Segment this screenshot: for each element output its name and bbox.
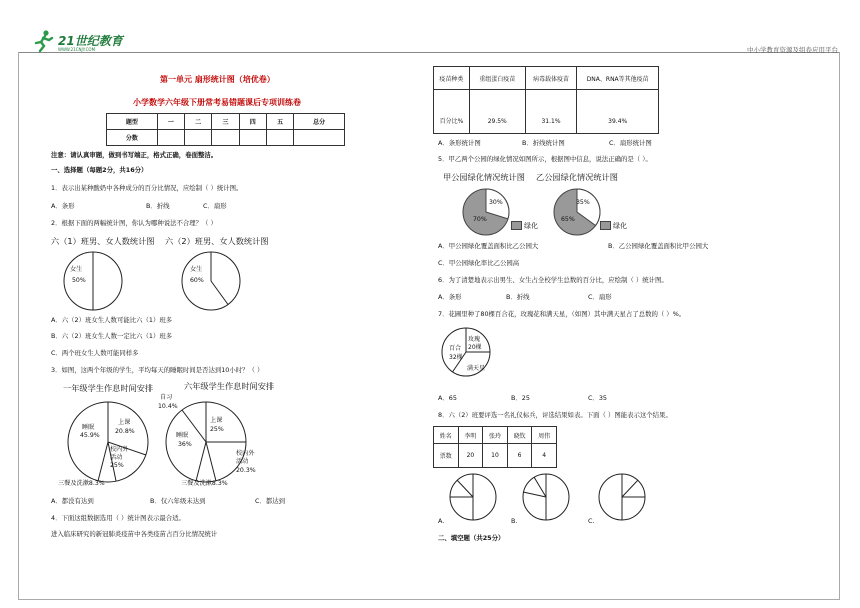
- score-table-header: 总分: [294, 114, 345, 130]
- q3c1-meal: 三餐及洗漱8.3%: [58, 480, 105, 487]
- vote-table-header: 周伟: [532, 427, 557, 444]
- q3-chart1-title: 一年级学生作息时间安排: [63, 383, 154, 393]
- vaccine-table-header: 疫苗种类: [434, 67, 470, 90]
- q3c1-act2: 活动: [110, 454, 123, 461]
- question-2: 2．根据下面的两幅统计图，你认为哪种说法不合理？（ ）: [51, 219, 217, 227]
- score-cell: [266, 130, 293, 146]
- q3c2-meal: 三餐及洗漱8.3%: [181, 480, 228, 487]
- question-6: 6．为了清楚地表示出男生、女生占全校学生总数的百分比，应绘制（ ）统计图。: [438, 276, 668, 284]
- q3c1-class: 上课: [118, 419, 131, 426]
- score-cell: [212, 130, 239, 146]
- q3-option-b[interactable]: B．仅六年级未达到: [150, 497, 206, 505]
- vote-table-cell: 4: [532, 444, 557, 468]
- score-table-header: 一: [157, 114, 184, 130]
- q5-legend-swatch-2: [600, 221, 611, 230]
- q6-option-a[interactable]: A．条形: [438, 293, 462, 301]
- q3c1-act: 校内外: [110, 446, 129, 453]
- left-border: [18, 52, 19, 600]
- q3c2-act2: 活动: [236, 458, 249, 465]
- q7-lily: 百合: [449, 345, 462, 352]
- question-1: 1．表示出某种酸奶中各种成分的百分比情况，应绘制（ ）统计图。: [51, 184, 243, 192]
- q5-pie1-b: 70%: [473, 216, 487, 223]
- q8-option-b[interactable]: B.: [511, 517, 518, 525]
- vote-table-header: 姓名: [434, 427, 459, 444]
- q3-pie-chart-1: [66, 400, 150, 484]
- question-4: 4．下面这组数据选用（ ）统计图表示最合适。: [51, 514, 185, 522]
- q7-option-c[interactable]: C．35: [588, 394, 607, 402]
- q7-option-a[interactable]: A．65: [438, 394, 457, 402]
- q4-option-b[interactable]: B．折线统计图: [522, 139, 565, 147]
- q8-pie-chart-b: [521, 472, 571, 522]
- vaccine-table-header: 病毒载体疫苗: [525, 67, 577, 90]
- q8-option-c[interactable]: C.: [588, 517, 595, 525]
- q7-rose-n: 20棵: [468, 344, 482, 351]
- q5-pie2-b: 65%: [561, 216, 575, 223]
- q2-pie1-label: 女生: [70, 266, 83, 273]
- score-cell: [185, 130, 212, 146]
- q3c2-act: 校内外: [236, 450, 255, 457]
- score-cell: [294, 130, 345, 146]
- q7-rose: 玫瑰: [468, 336, 481, 343]
- q3c2-self-pct: 10.4%: [158, 403, 178, 410]
- q8-pie-chart-a: [448, 472, 498, 522]
- q2-chart2-title: 六（2）班男、女人数统计图: [165, 236, 269, 246]
- logo: [32, 30, 142, 54]
- page-title: 第一单元 扇形统计图（培优卷）: [160, 75, 275, 84]
- q5-legend-swatch-1: [511, 221, 522, 230]
- vote-table: [433, 426, 557, 468]
- vote-table-cell: 6: [507, 444, 532, 468]
- score-table-header: 四: [239, 114, 266, 130]
- vote-table-cell: 10: [483, 444, 508, 468]
- q3c2-sleep: 睡眠: [176, 432, 189, 439]
- q2-pie2-pct: 60%: [190, 277, 204, 284]
- q5-chart2-title: 乙公园绿化情况统计图: [536, 172, 618, 182]
- q4-option-a[interactable]: A．条形统计图: [438, 139, 481, 147]
- q4-description: 进入临床研究的新冠肺炎疫苗中各类疫苗占百分比情况统计: [51, 530, 218, 538]
- q7-star: 满天星: [467, 365, 486, 372]
- q4-option-c[interactable]: C．扇形统计图: [609, 139, 652, 147]
- section-heading: 一、选择题（每题2分，共16分）: [51, 166, 148, 174]
- q5-pie2-a: 35%: [576, 199, 590, 206]
- vote-table-header: 李明: [458, 427, 483, 444]
- q3-option-c[interactable]: C．都达到: [255, 497, 286, 505]
- q7-option-b[interactable]: B．25: [511, 394, 530, 402]
- runner-logo-icon: [32, 30, 56, 52]
- score-table-header: 五: [266, 114, 293, 130]
- q2-pie1-pct: 50%: [72, 277, 86, 284]
- q3c2-sleep-pct: 36%: [178, 441, 192, 448]
- q1-option-a[interactable]: A．条形: [51, 202, 75, 210]
- vaccine-table-cell: 39.4%: [577, 90, 659, 134]
- score-table-header: 题型: [107, 114, 158, 130]
- question-3: 3．如图，这两个年级的学生，平均每天的睡眠时间是否达到10小时？（ ）: [51, 366, 264, 374]
- q1-option-b[interactable]: B．折线: [146, 202, 170, 210]
- q2-option-a[interactable]: A．六（2）班女生人数可能比六（1）班多: [51, 316, 173, 324]
- vaccine-table-cell: 百分比%: [434, 90, 470, 134]
- score-cell: [157, 130, 184, 146]
- vote-table-header: 晓钦: [507, 427, 532, 444]
- q7-lily-n: 32棵: [449, 354, 463, 361]
- vaccine-table-header: 重组蛋白疫苗: [469, 67, 525, 90]
- section-heading-2: 二、填空题（共25分）: [438, 534, 505, 542]
- q6-option-b[interactable]: B．折线: [506, 293, 530, 301]
- q2-option-c[interactable]: C．两个班女生人数可能同样多: [51, 349, 139, 357]
- vote-table-cell: 20: [458, 444, 483, 468]
- right-border: [839, 52, 840, 600]
- q5-legend-2: 绿化: [613, 222, 627, 230]
- q5-legend-1: 绿化: [524, 222, 538, 230]
- q3c2-act-pct: 20.3%: [236, 467, 256, 474]
- logo-sub: WWW.21CNJY.COM: [58, 47, 96, 52]
- q3c1-sleep: 睡眠: [82, 424, 95, 431]
- score-table: [106, 113, 345, 146]
- q2-chart1-title: 六（1）班男、女人数统计图: [51, 236, 155, 246]
- question-7: 7．花圃里种了80棵百合花，玫瑰花和满天星，（如图）其中满天星占了总数的（ ）%。: [438, 310, 686, 318]
- q3-option-a[interactable]: A．都没有达到: [51, 497, 94, 505]
- q3c1-class-pct: 20.8%: [115, 428, 135, 435]
- score-cell: [239, 130, 266, 146]
- q5-pie1-a: 30%: [489, 199, 503, 206]
- q3c2-class: 上课: [210, 417, 223, 424]
- score-table-header: 二: [185, 114, 212, 130]
- logo-text: 21世纪教育: [58, 34, 123, 48]
- score-row-label: 分数: [107, 130, 158, 146]
- q3c1-sleep-pct: 45.9%: [80, 432, 100, 439]
- vote-table-header: 张玲: [483, 427, 508, 444]
- q3c2-self: 自习: [160, 394, 173, 401]
- question-8: 8．六（2）班要评选一名礼仪标兵，评选结果如表。下面（ ）图能表示这个结果。: [438, 411, 672, 419]
- q8-pie-chart-c: [597, 472, 647, 522]
- q2-pie2-label: 女生: [190, 266, 203, 273]
- vaccine-table-cell: 29.5%: [469, 90, 525, 134]
- q6-option-c[interactable]: C．扇形: [588, 293, 612, 301]
- q3c2-class-pct: 25%: [210, 426, 224, 433]
- q3c1-act-pct: 25%: [110, 462, 124, 469]
- vaccine-table-header: DNA、RNA等其他疫苗: [577, 67, 659, 90]
- page-subtitle: 小学数学六年级下册常考易错题课后专项训练卷: [133, 98, 301, 107]
- score-table-header: 三: [212, 114, 239, 130]
- question-5: 5．甲乙两个公园的绿化情况如图所示，根据图中信息，说法正确的是（ ）。: [438, 155, 652, 163]
- q5-chart1-title: 甲公园绿化情况统计图: [443, 172, 525, 182]
- q5-pie-chart-2: [552, 187, 602, 237]
- q8-option-a[interactable]: A.: [438, 517, 445, 525]
- q1-option-c[interactable]: C．扇形: [203, 202, 227, 210]
- q5-option-a[interactable]: A．甲公园绿化覆盖面积比乙公园大: [438, 242, 539, 250]
- vote-table-cell: 票数: [434, 444, 459, 468]
- q5-option-b[interactable]: B．乙公园绿化覆盖面积比甲公园大: [608, 242, 709, 250]
- vaccine-table-cell: 31.1%: [525, 90, 577, 134]
- q5-option-c[interactable]: C．甲公园绿化率比乙公园高: [438, 259, 520, 267]
- q5-pie-chart-1: [461, 187, 511, 237]
- platform-name: 中小学教育资源及组卷应用平台: [747, 46, 838, 54]
- q2-option-b[interactable]: B．六（2）班女生人数一定比六（1）班多: [51, 332, 173, 340]
- vaccine-table: [433, 66, 659, 134]
- bottom-border: [18, 599, 840, 600]
- q3-chart2-title: 六年级学生作息时间安排: [184, 381, 275, 391]
- exam-note: 注意：请认真审题，做到书写端正，格式正确，卷面整洁。: [51, 151, 218, 159]
